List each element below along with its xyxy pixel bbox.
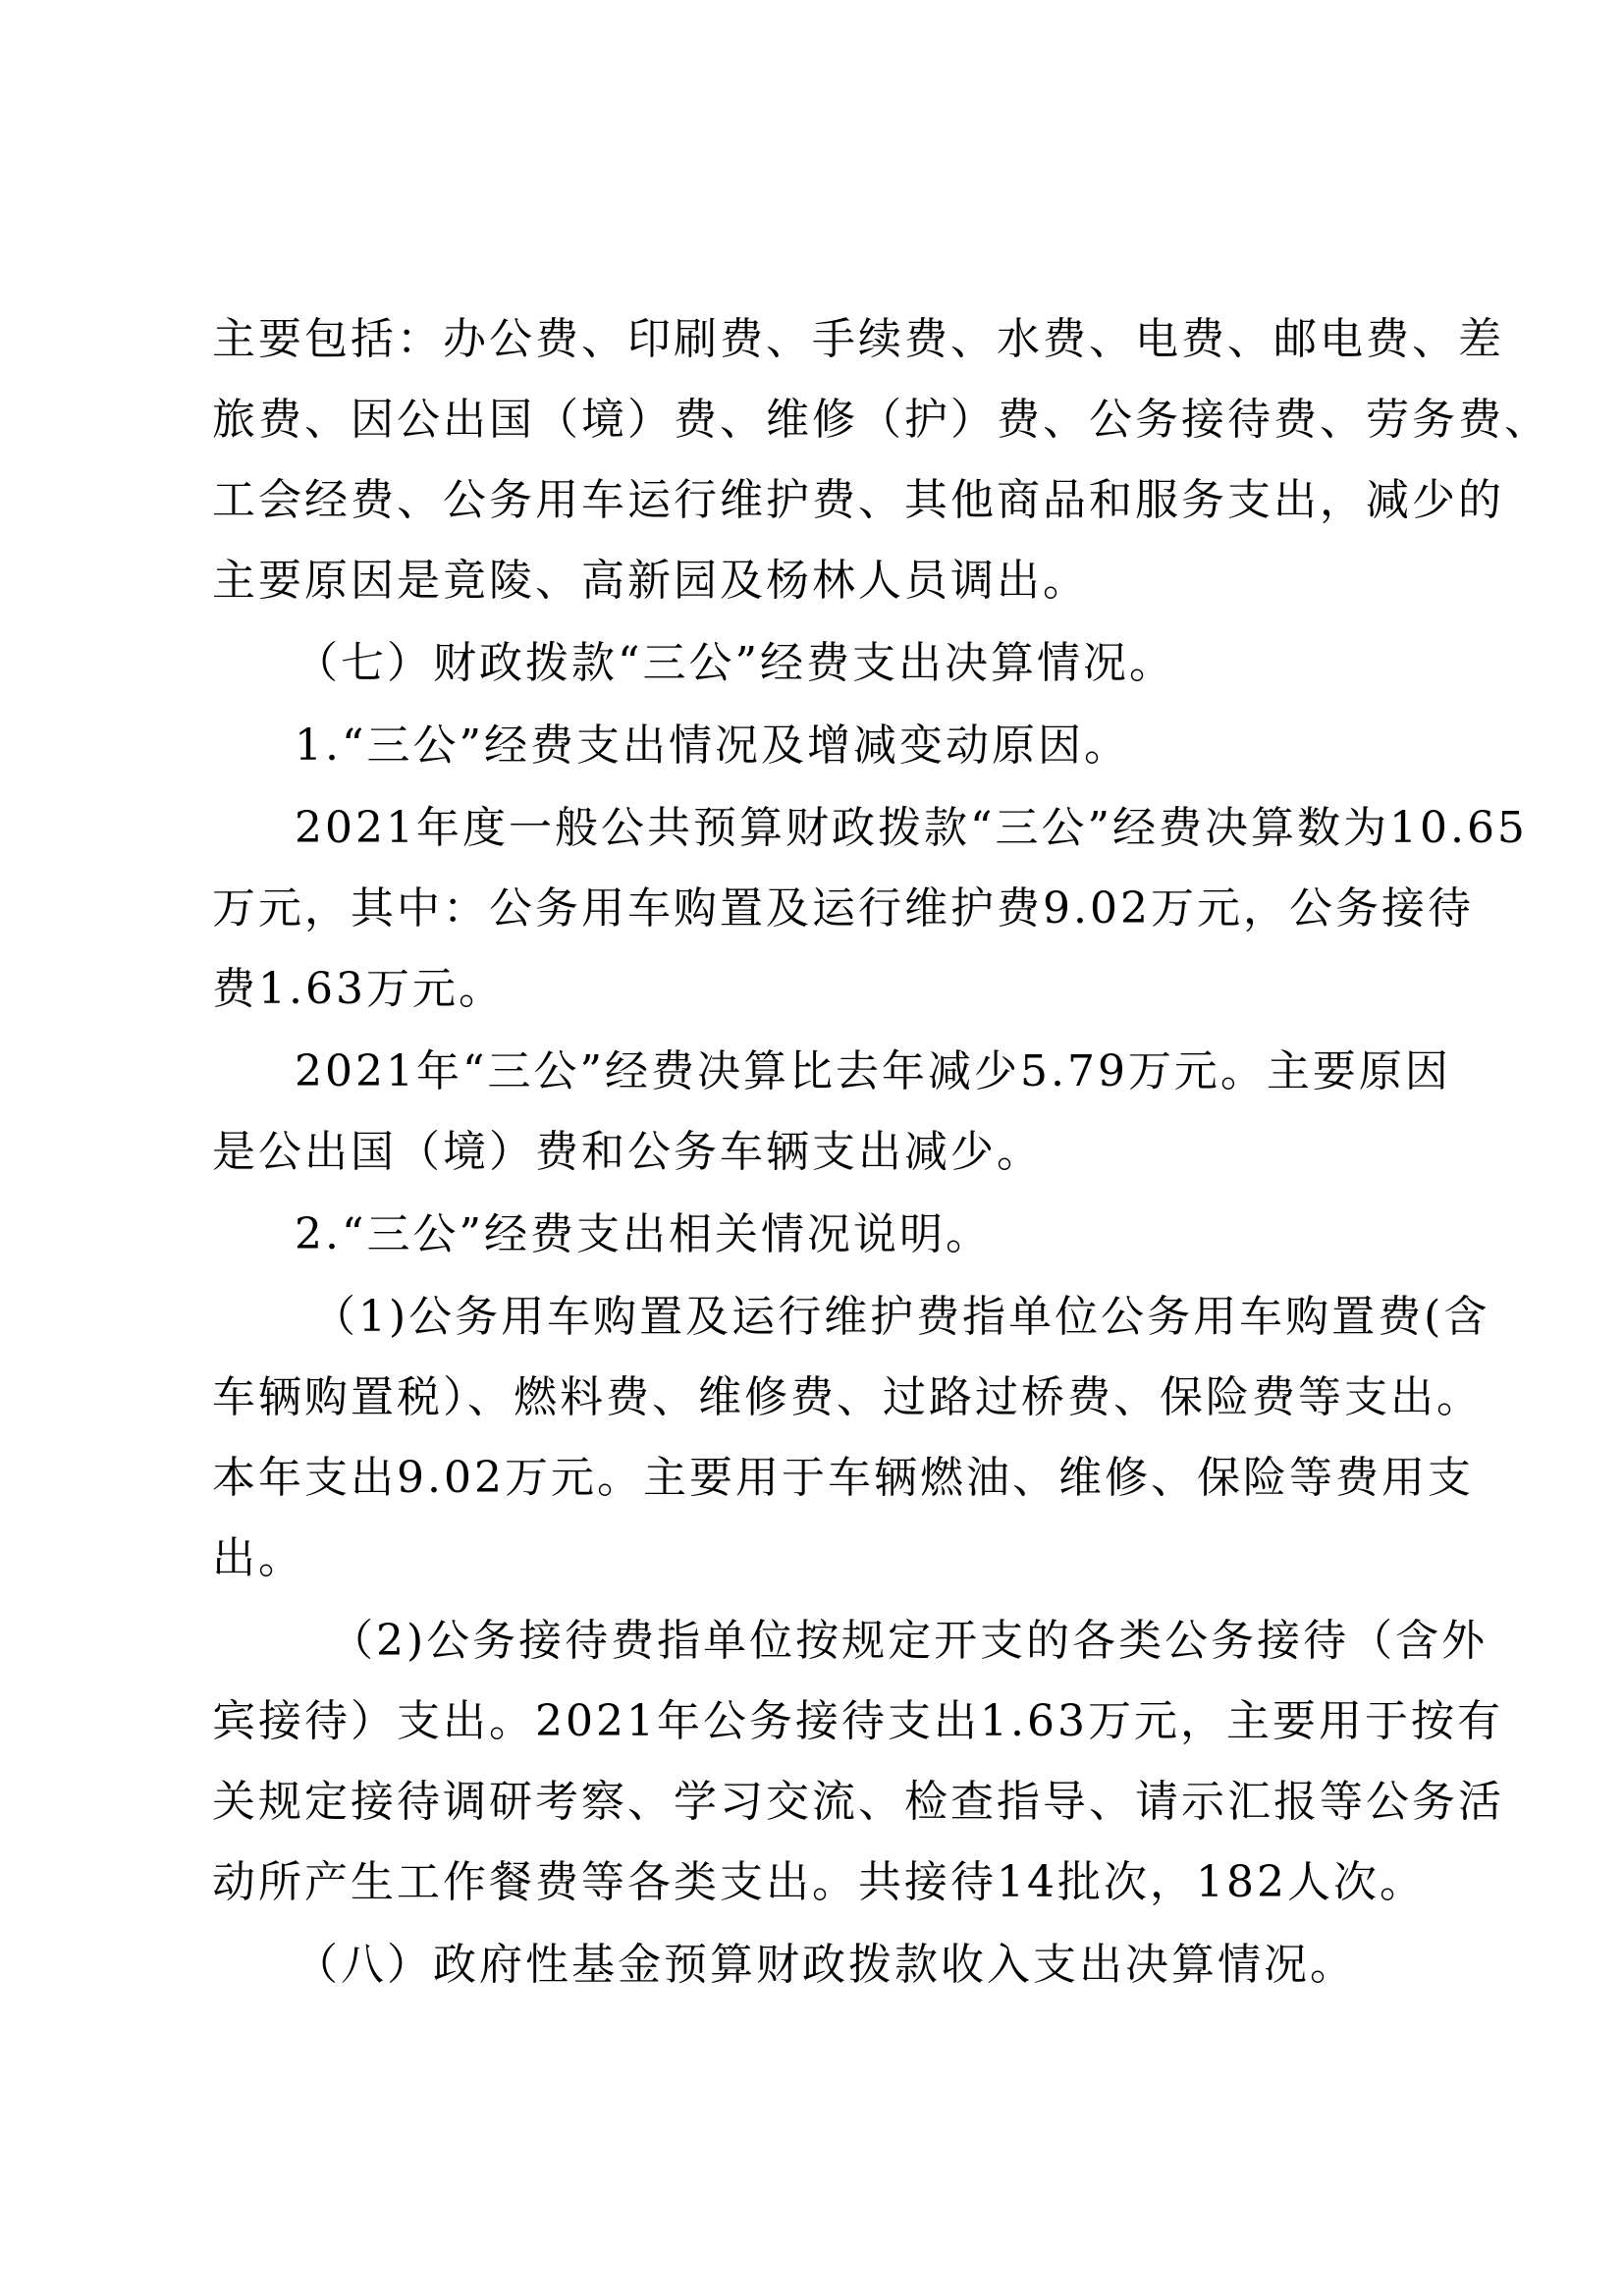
body-text-line: 关规定接待调研考察、学习交流、检查指导、请示汇报等公务活 bbox=[212, 1777, 1504, 1827]
body-text-line: 宾接待）支出。2021年公务接待支出1.63万元，主要用于按有 bbox=[212, 1696, 1503, 1746]
body-text-line: 主要包括：办公费、印刷费、手续费、水费、电费、邮电费、差 bbox=[212, 314, 1504, 364]
body-text-line: 2021年“三公”经费决算比去年减少5.79万元。主要原因 bbox=[295, 1046, 1451, 1096]
body-text-line: 2021年度一般公共预算财政拨款“三公”经费决算数为10.65 bbox=[295, 803, 1528, 853]
body-text-line: 主要原因是竟陵、高新园及杨林人员调出。 bbox=[212, 556, 1089, 606]
body-text-line: （1)公务用车购置及运行维护费指单位公务用车购置费(含 bbox=[312, 1292, 1490, 1342]
body-text-line: 出。 bbox=[212, 1533, 304, 1583]
body-text-line: 万元，其中：公务用车购置及运行维护费9.02万元，公务接待 bbox=[212, 883, 1474, 934]
subsection-heading: 1.“三公”经费支出情况及增减变动原因。 bbox=[295, 721, 1130, 771]
body-text-line: 旅费、因公出国（境）费、维修（护）费、公务接待费、劳务费、 bbox=[212, 395, 1550, 445]
body-text-line: 工会经费、公务用车运行维护费、其他商品和服务支出，减少的 bbox=[212, 475, 1504, 525]
body-text-line: 车辆购置税）、燃料费、维修费、过路过桥费、保险费等支出。 bbox=[212, 1372, 1483, 1422]
subsection-heading: 2.“三公”经费支出相关情况说明。 bbox=[295, 1209, 992, 1259]
section-heading: （八）政府性基金预算财政拨款收入支出决算情况。 bbox=[295, 1940, 1356, 1990]
body-text-line: （2)公务接待费指单位按规定开支的各类公务接待（含外 bbox=[330, 1616, 1489, 1666]
body-text-line: 费1.63万元。 bbox=[212, 964, 505, 1014]
section-heading: （七）财政拨款“三公”经费支出决算情况。 bbox=[295, 638, 1175, 688]
body-text-line: 动所产生工作餐费等各类支出。共接待14批次，182人次。 bbox=[212, 1857, 1426, 1907]
body-text-line: 本年支出9.02万元。主要用于车辆燃油、维修、保险等费用支 bbox=[212, 1453, 1474, 1503]
body-text-line: 是公出国（境）费和公务车辆支出减少。 bbox=[212, 1127, 1043, 1177]
